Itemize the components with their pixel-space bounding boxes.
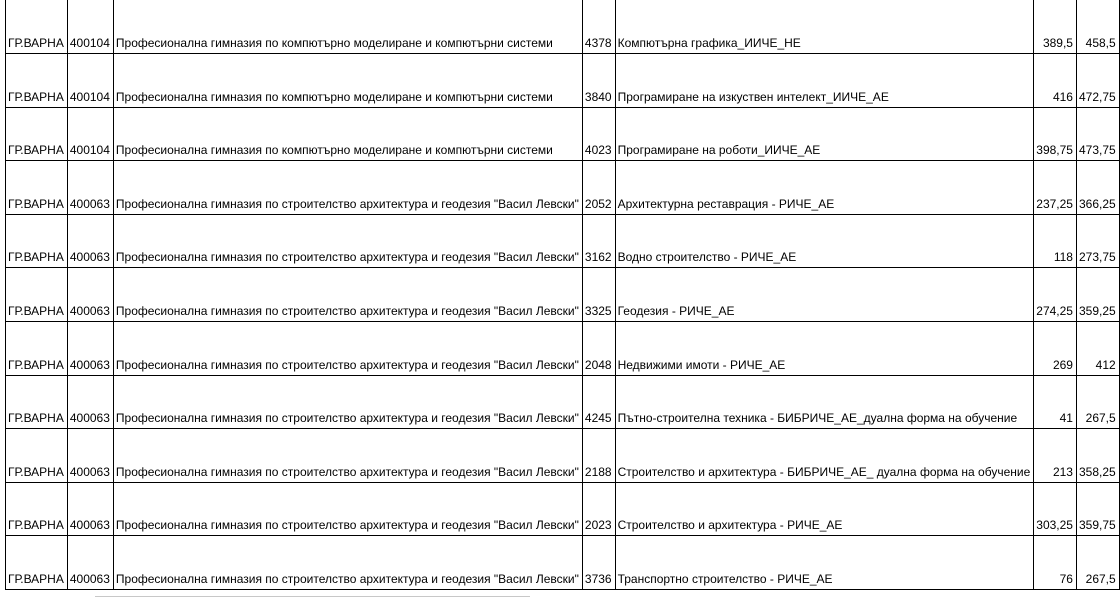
school-name-cell-text: Професионална гимназия по строителство архитектура и геодезия "Васил Левски"	[115, 357, 579, 372]
profession-name-cell	[615, 375, 1034, 429]
max-score-cell-text: 412	[1095, 357, 1116, 372]
school-code-cell-text: 400063	[69, 518, 110, 533]
city-cell-text: ГР.ВАРНА	[8, 411, 64, 426]
school-name-cell	[113, 375, 582, 429]
max-score-cell-text: 366,25	[1078, 196, 1116, 211]
school-code-cell	[67, 536, 113, 590]
min-score-cell-text: 41	[1059, 411, 1073, 426]
min-score-cell	[1034, 482, 1077, 536]
profession-code-cell	[582, 54, 615, 108]
profession-code-cell	[582, 536, 615, 590]
profession-code-cell	[582, 107, 615, 161]
school-code-cell	[67, 322, 113, 376]
profession-code-cell-text: 4245	[584, 411, 612, 426]
city-cell-text: ГР.ВАРНА	[8, 89, 64, 104]
school-code-cell-text: 400104	[69, 36, 110, 51]
school-name-cell-text: Професионална гимназия по компютърно моделиране и компютърни системи	[115, 36, 553, 51]
school-name-cell-text: Професионална гимназия по строителство архитектура и геодезия "Васил Левски"	[115, 196, 579, 211]
city-cell-text: ГР.ВАРНА	[8, 196, 64, 211]
max-score-cell	[1076, 536, 1119, 590]
max-score-cell-text: 359,25	[1078, 304, 1116, 319]
school-name-cell-text: Професионална гимназия по компютърно моделиране и компютърни системи	[115, 143, 553, 158]
min-score-cell	[1034, 322, 1077, 376]
school-name-cell	[113, 107, 582, 161]
school-name-cell	[113, 536, 582, 590]
min-score-cell	[1034, 107, 1077, 161]
profession-code-cell	[582, 161, 615, 215]
school-code-cell	[67, 0, 113, 54]
profession-name-cell-text: Геодезия - РИЧЕ_АЕ	[617, 304, 735, 319]
min-score-cell-text: 389,5	[1042, 36, 1073, 51]
max-score-cell-text: 273,75	[1078, 250, 1116, 265]
profession-code-cell-text: 3162	[584, 250, 612, 265]
school-code-cell-text: 400063	[69, 250, 110, 265]
city-cell-text: ГР.ВАРНА	[8, 464, 64, 479]
profession-code-cell	[582, 268, 615, 322]
school-code-cell	[67, 107, 113, 161]
max-score-cell	[1076, 322, 1119, 376]
school-name-cell	[113, 429, 582, 483]
profession-name-cell	[615, 482, 1034, 536]
school-code-cell	[67, 482, 113, 536]
max-score-cell	[1076, 482, 1119, 536]
table-row	[6, 429, 1120, 483]
profession-name-cell	[615, 107, 1034, 161]
max-score-cell-text: 267,5	[1085, 411, 1116, 426]
profession-code-cell-text: 3325	[584, 304, 612, 319]
city-cell	[6, 214, 68, 268]
min-score-cell	[1034, 161, 1077, 215]
table-row	[6, 54, 1120, 108]
city-cell-text: ГР.ВАРНА	[8, 143, 64, 158]
profession-code-cell	[582, 322, 615, 376]
school-code-cell	[67, 429, 113, 483]
min-score-cell	[1034, 214, 1077, 268]
profession-name-cell	[615, 536, 1034, 590]
city-cell	[6, 375, 68, 429]
school-name-cell	[113, 54, 582, 108]
min-score-cell-text: 398,75	[1036, 143, 1073, 158]
max-score-cell-text: 458,5	[1085, 36, 1116, 51]
city-cell	[6, 322, 68, 376]
table-row	[6, 536, 1120, 590]
school-name-cell-text: Професионална гимназия по строителство архитектура и геодезия "Васил Левски"	[115, 304, 579, 319]
profession-code-cell	[582, 214, 615, 268]
min-score-cell	[1034, 54, 1077, 108]
profession-name-cell-text: Програмиране на изкуствен интелект_ИИЧЕ_АЕ	[617, 89, 889, 104]
min-score-cell-text: 237,25	[1036, 196, 1073, 211]
table-row	[6, 214, 1120, 268]
max-score-cell	[1076, 54, 1119, 108]
profession-name-cell	[615, 0, 1034, 54]
max-score-cell-text: 472,75	[1078, 89, 1116, 104]
school-name-cell	[113, 161, 582, 215]
city-cell	[6, 536, 68, 590]
profession-code-cell	[582, 0, 615, 54]
city-cell	[6, 482, 68, 536]
max-score-cell	[1076, 375, 1119, 429]
page-bottom-rule	[95, 596, 530, 597]
min-score-cell-text: 303,25	[1036, 518, 1073, 533]
school-name-cell	[113, 0, 582, 54]
max-score-cell	[1076, 107, 1119, 161]
city-cell-text: ГР.ВАРНА	[8, 36, 64, 51]
profession-name-cell-text: Строителство и архитектура - БИБРИЧЕ_АЕ_ дуална форма на обучение	[617, 464, 1031, 479]
city-cell	[6, 54, 68, 108]
admissions-score-table	[5, 0, 1120, 590]
table-row	[6, 375, 1120, 429]
school-code-cell-text: 400104	[69, 143, 110, 158]
table-row	[6, 107, 1120, 161]
school-name-cell-text: Професионална гимназия по строителство архитектура и геодезия "Васил Левски"	[115, 464, 579, 479]
max-score-cell-text: 267,5	[1085, 572, 1116, 587]
min-score-cell-text: 269	[1052, 357, 1073, 372]
city-cell	[6, 268, 68, 322]
min-score-cell	[1034, 268, 1077, 322]
profession-code-cell-text: 4023	[584, 143, 612, 158]
profession-code-cell-text: 2023	[584, 518, 612, 533]
profession-name-cell	[615, 54, 1034, 108]
school-name-cell-text: Професионална гимназия по компютърно моделиране и компютърни системи	[115, 89, 553, 104]
city-cell	[6, 0, 68, 54]
profession-code-cell-text: 3840	[584, 89, 612, 104]
school-name-cell-text: Професионална гимназия по строителство архитектура и геодезия "Васил Левски"	[115, 572, 579, 587]
max-score-cell	[1076, 429, 1119, 483]
max-score-cell-text: 359,75	[1078, 518, 1116, 533]
table-row	[6, 0, 1120, 54]
city-cell-text: ГР.ВАРНА	[8, 304, 64, 319]
school-name-cell	[113, 482, 582, 536]
max-score-cell	[1076, 0, 1119, 54]
school-name-cell	[113, 322, 582, 376]
profession-code-cell-text: 2052	[584, 196, 612, 211]
school-code-cell-text: 400063	[69, 464, 110, 479]
min-score-cell	[1034, 429, 1077, 483]
max-score-cell	[1076, 268, 1119, 322]
profession-code-cell-text: 2188	[584, 464, 612, 479]
school-code-cell-text: 400063	[69, 304, 110, 319]
city-cell-text: ГР.ВАРНА	[8, 572, 64, 587]
table-row	[6, 161, 1120, 215]
min-score-cell-text: 274,25	[1036, 304, 1073, 319]
min-score-cell-text: 76	[1059, 572, 1073, 587]
school-code-cell-text: 400063	[69, 196, 110, 211]
school-code-cell	[67, 54, 113, 108]
table-row	[6, 482, 1120, 536]
min-score-cell-text: 416	[1052, 89, 1073, 104]
school-name-cell	[113, 214, 582, 268]
profession-name-cell	[615, 268, 1034, 322]
table-row	[6, 322, 1120, 376]
min-score-cell-text: 118	[1053, 250, 1073, 265]
profession-name-cell-text: Недвижими имоти - РИЧЕ_АЕ	[617, 357, 786, 372]
min-score-cell	[1034, 375, 1077, 429]
school-code-cell	[67, 268, 113, 322]
school-name-cell-text: Професионална гимназия по строителство архитектура и геодезия "Васил Левски"	[115, 518, 579, 533]
profession-name-cell	[615, 161, 1034, 215]
profession-name-cell	[615, 214, 1034, 268]
profession-code-cell-text: 3736	[584, 572, 612, 587]
school-code-cell	[67, 161, 113, 215]
max-score-cell-text: 473,75	[1078, 143, 1116, 158]
min-score-cell	[1034, 536, 1077, 590]
min-score-cell-text: 213	[1052, 464, 1073, 479]
max-score-cell	[1076, 214, 1119, 268]
profession-name-cell-text: Компютърна графика_ИИЧЕ_НЕ	[617, 36, 801, 51]
table-row	[6, 268, 1120, 322]
school-name-cell-text: Професионална гимназия по строителство архитектура и геодезия "Васил Левски"	[115, 411, 579, 426]
school-name-cell-text: Професионална гимназия по строителство архитектура и геодезия "Васил Левски"	[115, 250, 579, 265]
school-code-cell-text: 400063	[69, 357, 110, 372]
profession-code-cell	[582, 429, 615, 483]
school-name-cell	[113, 268, 582, 322]
city-cell-text: ГР.ВАРНА	[8, 518, 64, 533]
profession-code-cell-text: 4378	[584, 36, 612, 51]
profession-code-cell-text: 2048	[584, 357, 612, 372]
city-cell	[6, 161, 68, 215]
table-body	[6, 0, 1120, 590]
school-code-cell	[67, 214, 113, 268]
profession-name-cell-text: Пътно-строителна техника - БИБРИЧЕ_АЕ_дуална форма на обучение	[617, 411, 1018, 426]
school-code-cell	[67, 375, 113, 429]
profession-name-cell-text: Водно строителство - РИЧЕ_АЕ	[617, 250, 797, 265]
school-code-cell-text: 400063	[69, 572, 110, 587]
profession-name-cell-text: Архитектурна реставрация - РИЧЕ_АЕ	[617, 196, 835, 211]
city-cell	[6, 107, 68, 161]
min-score-cell	[1034, 0, 1077, 54]
profession-code-cell	[582, 482, 615, 536]
profession-code-cell	[582, 375, 615, 429]
max-score-cell	[1076, 161, 1119, 215]
school-code-cell-text: 400104	[69, 89, 110, 104]
max-score-cell-text: 358,25	[1078, 464, 1116, 479]
profession-name-cell	[615, 429, 1034, 483]
city-cell-text: ГР.ВАРНА	[8, 357, 64, 372]
profession-name-cell	[615, 322, 1034, 376]
profession-name-cell-text: Програмиране на роботи_ИИЧЕ_АЕ	[617, 143, 821, 158]
profession-name-cell-text: Транспортно строителство - РИЧЕ_АЕ	[617, 572, 833, 587]
city-cell-text: ГР.ВАРНА	[8, 250, 64, 265]
city-cell	[6, 429, 68, 483]
school-code-cell-text: 400063	[69, 411, 110, 426]
profession-name-cell-text: Строителство и архитектура - РИЧЕ_АЕ	[617, 518, 843, 533]
